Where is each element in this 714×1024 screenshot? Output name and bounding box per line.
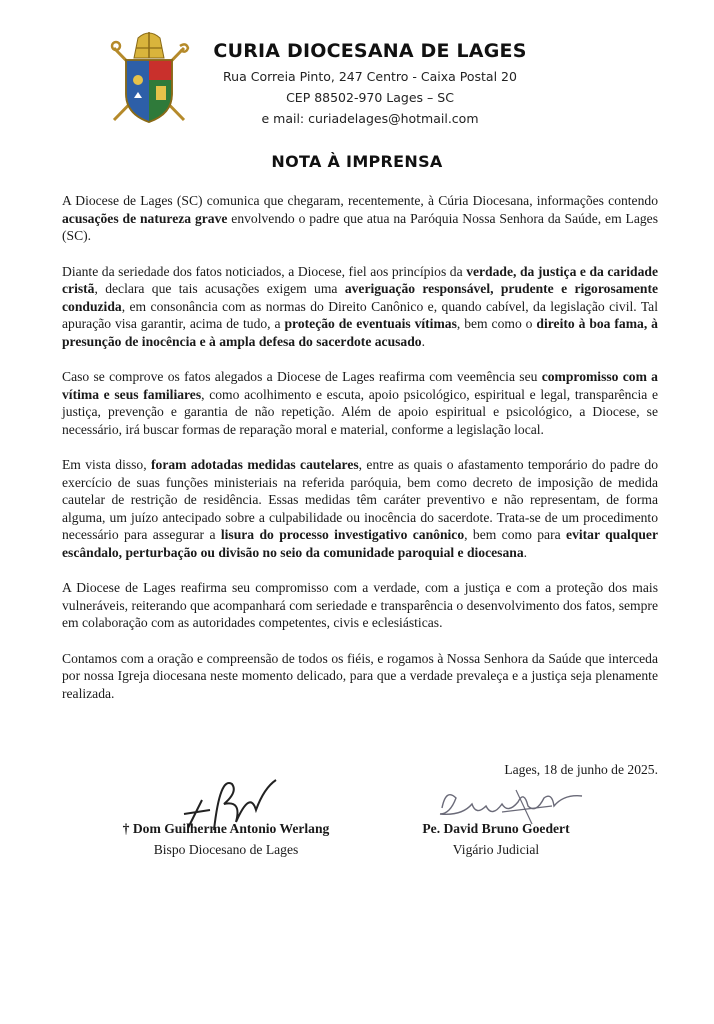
emphasis-text: evitar qualquer escândalo, perturbação ou divisão no seio da comunidade paroquial e diocesana bbox=[62, 527, 659, 560]
paragraph-text: , bem como o bbox=[456, 316, 537, 331]
paragraph-text: A Diocese de Lages reafirma seu compromisso com a verdade, com a justiça e com a proteção dos mais vulneráveis, reiterando que acompanhará com seriedade e transparência o desenvolvimento dos fatos, sempre em colaboração com as autoridades competentes, civis e eclesiásticas. bbox=[62, 580, 658, 630]
paragraph-text: , entre as quais o afastamento temporário do padre do exercício de suas funções ministeriais na referida paróquia, bem como decreto de imposição de medida cautelar de restrição de residência. Essas medidas têm caráter preventivo e não representam, de forma alguma, um juízo antecipado sobre a culpabilidade ou inocência do sacerdote. Trata-se de um procedimento necessário para assegurar a bbox=[62, 457, 658, 542]
emphasis-text: direito à boa fama, à presunção de inocência e à ampla defesa do sacerdote acusado bbox=[62, 316, 658, 349]
diocesan-crest-icon bbox=[108, 28, 190, 128]
body-paragraph bbox=[62, 263, 658, 351]
body-paragraph bbox=[62, 650, 658, 703]
paragraph-text: . bbox=[421, 333, 425, 349]
paragraph-text: , em consonância com as normas do Direito Canônico e, quando cabível, da legislação civil. Tal apuração visa garantir, acima de tudo, a bbox=[62, 298, 658, 331]
emphasis-text: proteção de eventuais vítimas bbox=[284, 316, 457, 331]
paragraph-text: Diante da seriedade dos fatos noticiados, a Diocese, fiel aos princípios da bbox=[62, 263, 467, 279]
paragraph-text: Caso se comprove os fatos alegados a Diocese de Lages reafirma com veemência seu bbox=[62, 369, 542, 384]
body-paragraph bbox=[62, 192, 658, 245]
body-paragraph bbox=[62, 579, 658, 632]
emphasis-text: compromisso com a vítima e seus familiares bbox=[62, 369, 658, 402]
paragraph-text: Em vista disso, bbox=[62, 457, 151, 472]
emphasis-text: acusações de natureza grave bbox=[62, 210, 228, 226]
signatory-role: Vigário Judicial bbox=[452, 842, 540, 857]
emphasis-text: averiguação responsável, prudente e rigorosamente conduzida bbox=[62, 281, 659, 314]
address-line: Rua Correia Pinto, 247 Centro - Caixa Postal 20 bbox=[223, 69, 517, 84]
signatory-name: Pe. David Bruno Goedert bbox=[422, 821, 570, 836]
body-paragraph bbox=[62, 368, 658, 438]
paragraph-text: Contamos com a oração e compreensão de todos os fiéis, e rogamos à Nossa Senhora da Saúde que interceda por nossa Igreja diocesana neste momento delicado, para que a verdade prevaleça e a justiça seja plenamente realizada. bbox=[62, 650, 658, 701]
paragraph-text: , bem como para bbox=[464, 527, 567, 542]
paragraph-text: A Diocese de Lages (SC) comunica que chegaram, recentemente, à Cúria Diocesana, informações contendo bbox=[62, 193, 658, 208]
document-title: NOTA À IMPRENSA bbox=[271, 152, 443, 171]
paragraph-text: . bbox=[523, 544, 528, 560]
document-date: Lages, 18 de junho de 2025. bbox=[504, 762, 658, 777]
signatory-role: Bispo Diocesano de Lages bbox=[153, 842, 299, 857]
signature-block-bishop bbox=[96, 818, 356, 860]
postal-line: CEP 88502-970 Lages – SC bbox=[286, 90, 454, 105]
paragraph-text: , declara que tais acusações exigem uma bbox=[94, 281, 345, 296]
emphasis-text: lisura do processo investigativo canônico bbox=[220, 527, 465, 542]
signatory-name: † Dom Guilherme Antonio Werlang bbox=[122, 821, 330, 836]
email-line: e mail: curiadelages@hotmail.com bbox=[261, 111, 479, 126]
document-body bbox=[62, 192, 658, 720]
letterhead bbox=[200, 40, 540, 129]
paragraph-text: envolvendo o padre que atua na Paróquia Nossa Senhora da Saúde, em Lages (SC). bbox=[62, 210, 658, 243]
emphasis-text: verdade, da justiça e da caridade cristã bbox=[62, 263, 658, 296]
body-paragraph bbox=[62, 456, 658, 561]
emphasis-text: foram adotadas medidas cautelares bbox=[151, 457, 359, 472]
org-name: CURIA DIOCESANA DE LAGES bbox=[213, 40, 527, 62]
paragraph-text: , como acolhimento e escuta, apoio psicológico, espiritual e legal, transparência e justiça, prevenção e garantia de não repetição. Além de apoio espiritual e psicológico, a Diocese, se necessário, irá buscar formas de reparação moral e material, conforme a legislação local. bbox=[62, 386, 658, 437]
signature-block-vicar bbox=[386, 818, 606, 860]
